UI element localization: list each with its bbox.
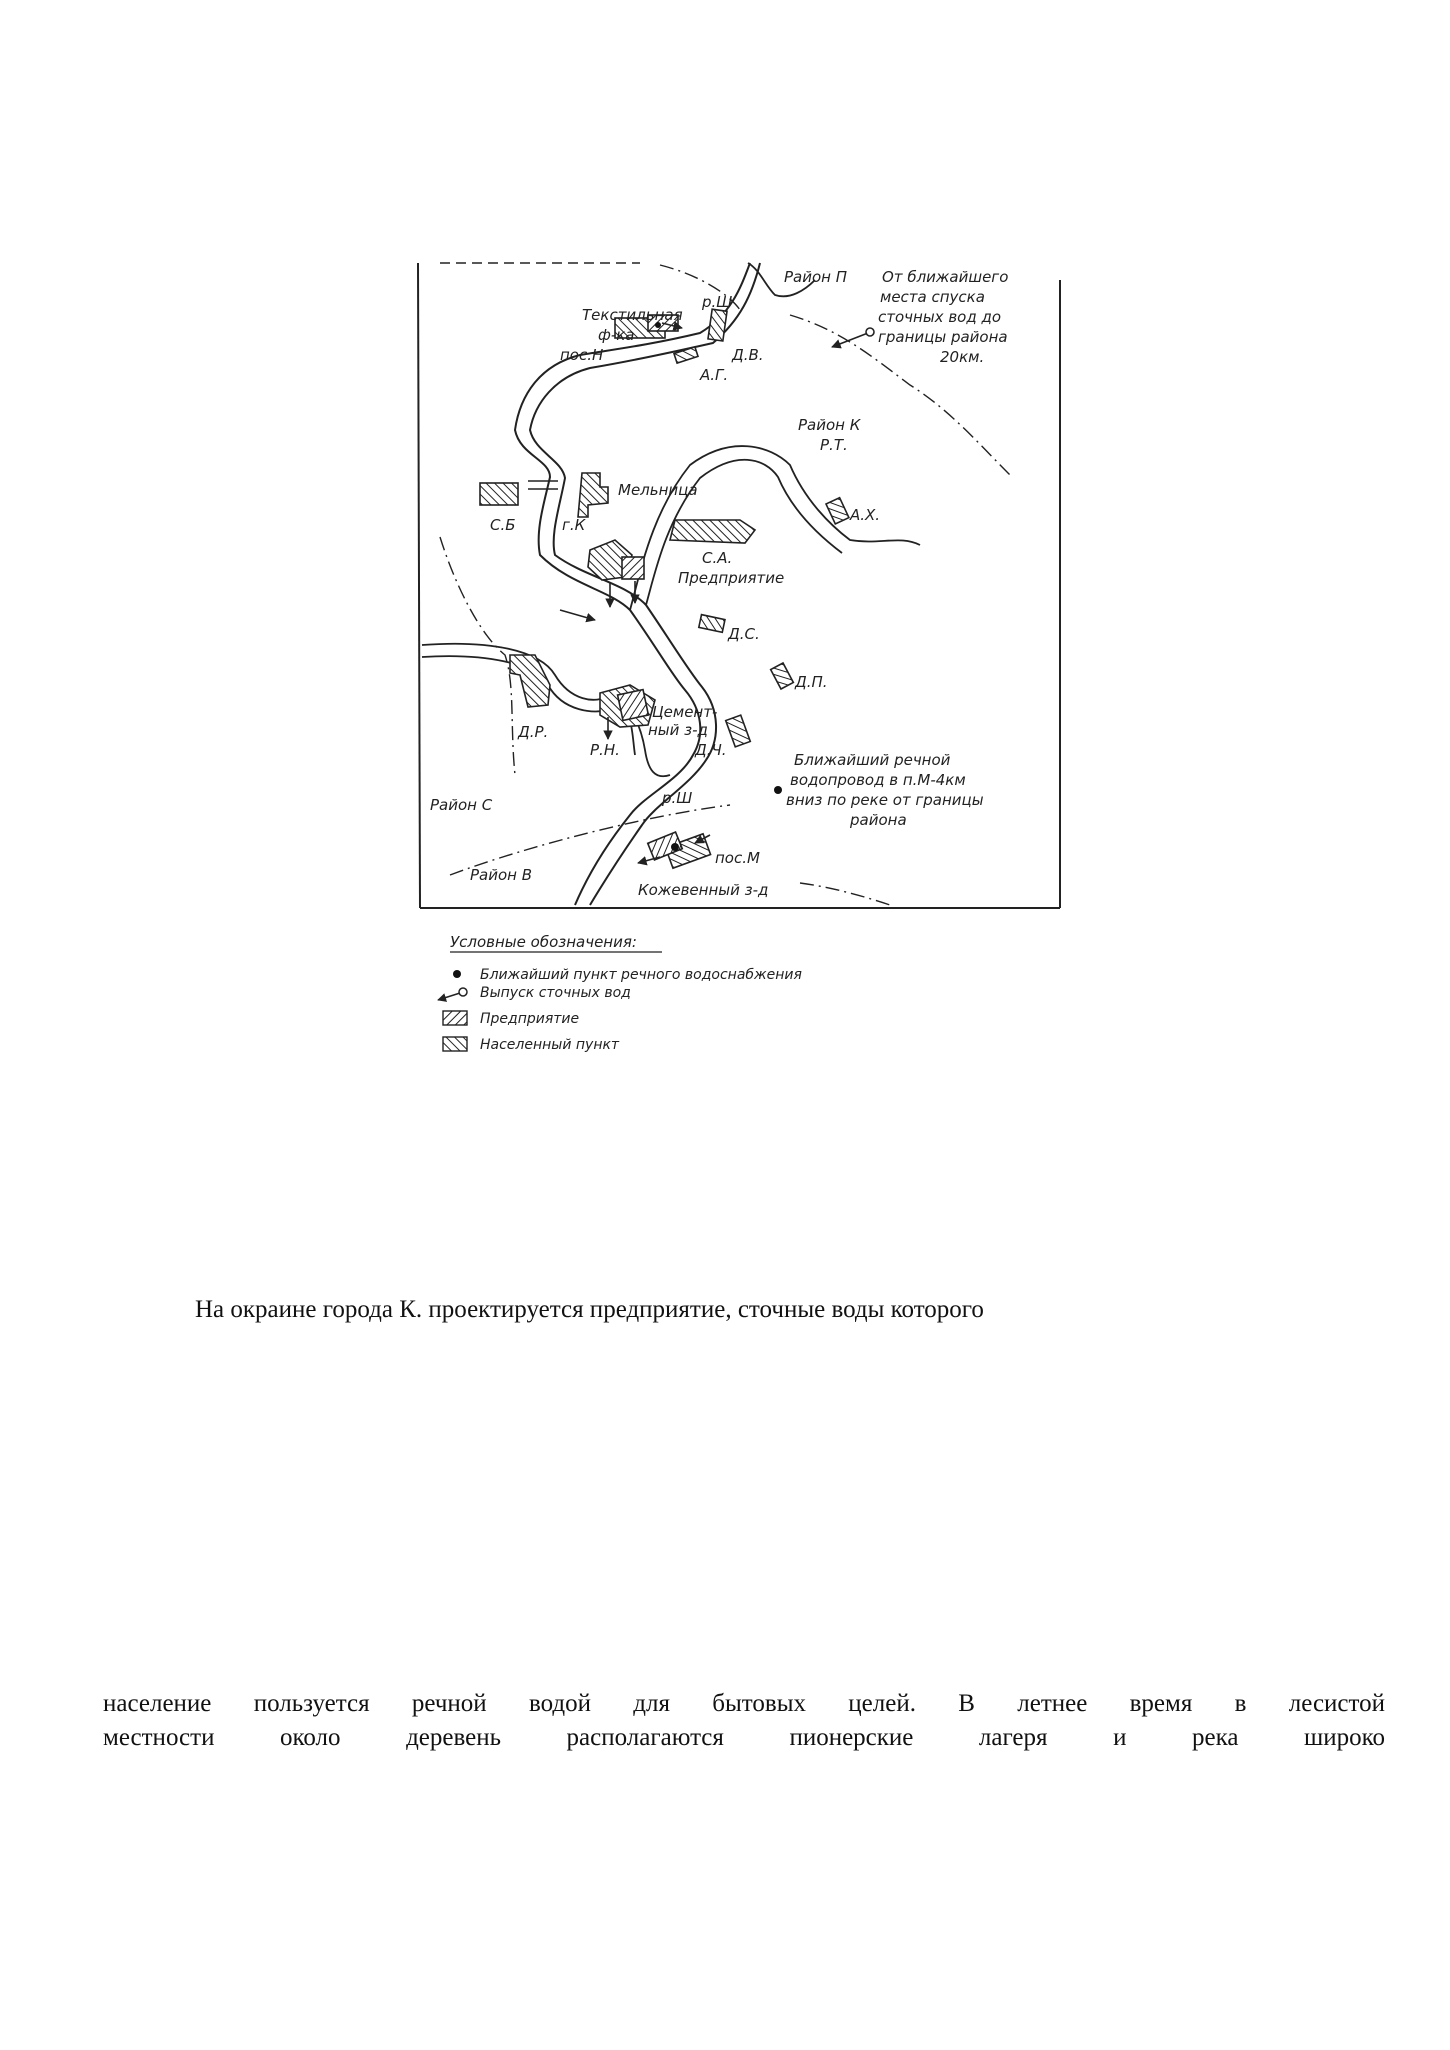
label-cement-1: Цемент-: [652, 703, 718, 721]
waterpipe-note-4: района: [850, 811, 907, 829]
label-pos-m: пос.М: [715, 849, 760, 867]
legend-outlet-symbol: [459, 988, 467, 996]
paragraph-1: На окраине города К. проектируется предприятие, сточные воды которого: [195, 1296, 984, 1323]
label-textile-2: ф-ка: [598, 326, 635, 344]
settlement-mill: [578, 473, 608, 517]
label-d-s: Д.С.: [728, 625, 760, 643]
paragraph-2: население пользуется речной водой для бытовых целей. В летнее время в лесистой: [103, 1690, 1385, 1717]
settlement-s-b: [480, 483, 518, 505]
label-cement-2: ный з-д: [648, 721, 708, 739]
legend-item-outlet: Выпуск сточных вод: [480, 985, 631, 1001]
label-d-ch: Д.Ч.: [695, 741, 727, 759]
label-a-g: А.Г.: [700, 366, 729, 384]
label-d-r: Д.Р.: [518, 723, 549, 741]
outlet-note-4: границы района: [878, 328, 1008, 346]
outlet-note-3: сточных вод до: [878, 308, 1002, 326]
label-river-sh-bottom: р.Ш: [662, 789, 693, 807]
label-leather: Кожевенный з-д: [638, 881, 769, 899]
label-pos-n: пос.Н: [560, 346, 604, 364]
label-district-k: Район К: [798, 416, 861, 434]
label-s-a: С.А.: [702, 549, 733, 567]
enterprise-main: [622, 557, 644, 579]
legend-settlement-symbol: [443, 1037, 467, 1051]
legend-item-enterprise: Предприятие: [480, 1011, 580, 1027]
settlement-a-h: [826, 498, 849, 524]
map-labels: [430, 268, 1008, 899]
outlet-note-5: 20км.: [940, 348, 985, 366]
label-mill: Мельница: [618, 481, 698, 499]
label-a-h: А.Х.: [850, 506, 881, 524]
label-r-n: Р.Н.: [590, 741, 620, 759]
label-r-t: Р.Т.: [820, 436, 848, 454]
label-d-v: Д.В.: [732, 346, 764, 364]
settlement-d-v: [708, 309, 727, 341]
settlement-d-p: [771, 663, 794, 689]
mill-dam: [528, 481, 558, 489]
legend-enterprise-symbol: [443, 1011, 467, 1025]
label-enterprise: Предприятие: [678, 569, 785, 587]
legend: [438, 933, 802, 1053]
legend-intake-symbol: [453, 970, 461, 978]
paragraph-3: местности около деревень располагаются пионерские лагеря и река широко: [103, 1724, 1385, 1751]
enterprise-cement: [618, 690, 649, 721]
outlet-note-1: От ближайшего: [882, 268, 1009, 286]
outlet-note-2: места спуска: [880, 288, 985, 306]
label-s-b: С.Б: [490, 516, 516, 534]
settlement-s-a: [670, 520, 755, 543]
label-d-p: Д.П.: [795, 673, 828, 691]
settlement-d-s: [699, 615, 725, 633]
legend-item-intake: Ближайший пункт речного водоснабжения: [480, 967, 802, 983]
label-district-c: Район С: [430, 796, 493, 814]
label-river-sh-top: р.Ш: [702, 293, 733, 311]
waterpipe-note-3: вниз по реке от границы: [786, 791, 984, 809]
label-district-b: Район В: [470, 866, 533, 884]
settlement-a-g: [674, 347, 698, 363]
waterpipe-note-2: водопровод в п.М-4км: [790, 771, 966, 789]
river-map-figure: [410, 255, 1070, 1115]
label-textile-1: Текстильная: [582, 306, 683, 324]
label-district-p: Район П: [784, 268, 848, 286]
waterpipe-note-1: Ближайший речной: [794, 751, 951, 769]
settlement-d-ch: [726, 715, 751, 747]
legend-title: Условные обозначения:: [450, 933, 637, 951]
legend-item-settlement: Населенный пункт: [480, 1037, 620, 1053]
label-g-k: г.К: [562, 516, 586, 534]
